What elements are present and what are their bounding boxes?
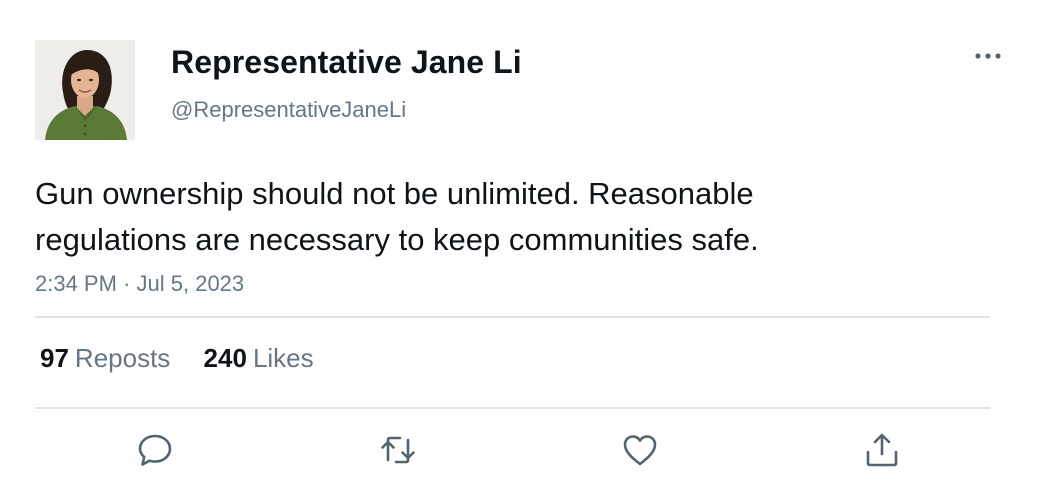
tweet-date: Jul 5, 2023 [136,271,245,296]
like-icon [620,430,660,470]
avatar[interactable] [35,40,135,140]
timestamp-separator: · [123,271,131,296]
likes-count: 240 [203,343,247,373]
reposts-label: Reposts [74,343,171,373]
more-options-button[interactable] [968,40,1008,70]
repost-button[interactable] [378,430,418,470]
share-button[interactable] [862,430,902,470]
share-icon [862,430,902,470]
tweet-text [35,171,995,263]
more-icon [968,40,1008,70]
repost-icon [378,430,418,470]
divider [35,316,990,318]
engagement-stats [40,343,340,374]
reposts-stat[interactable] [40,343,170,374]
display-name[interactable]: Representative Jane Li [171,44,522,80]
timestamp[interactable] [35,271,244,297]
likes-stat[interactable] [204,343,314,374]
like-button[interactable] [620,430,660,470]
tweet-text-line: Gun ownership should not be unlimited. Reasonable [35,176,754,211]
avatar-photo [35,40,135,140]
tweet-text-line: regulations are necessary to keep communities safe. [35,222,759,257]
tweet-time: 2:34 PM [35,271,117,296]
user-handle[interactable]: @RepresentativeJaneLi [171,97,407,122]
likes-label: Likes [252,343,314,373]
divider [35,407,990,409]
reply-button[interactable] [135,430,175,470]
reply-icon [135,430,175,470]
reposts-count: 97 [40,343,69,373]
